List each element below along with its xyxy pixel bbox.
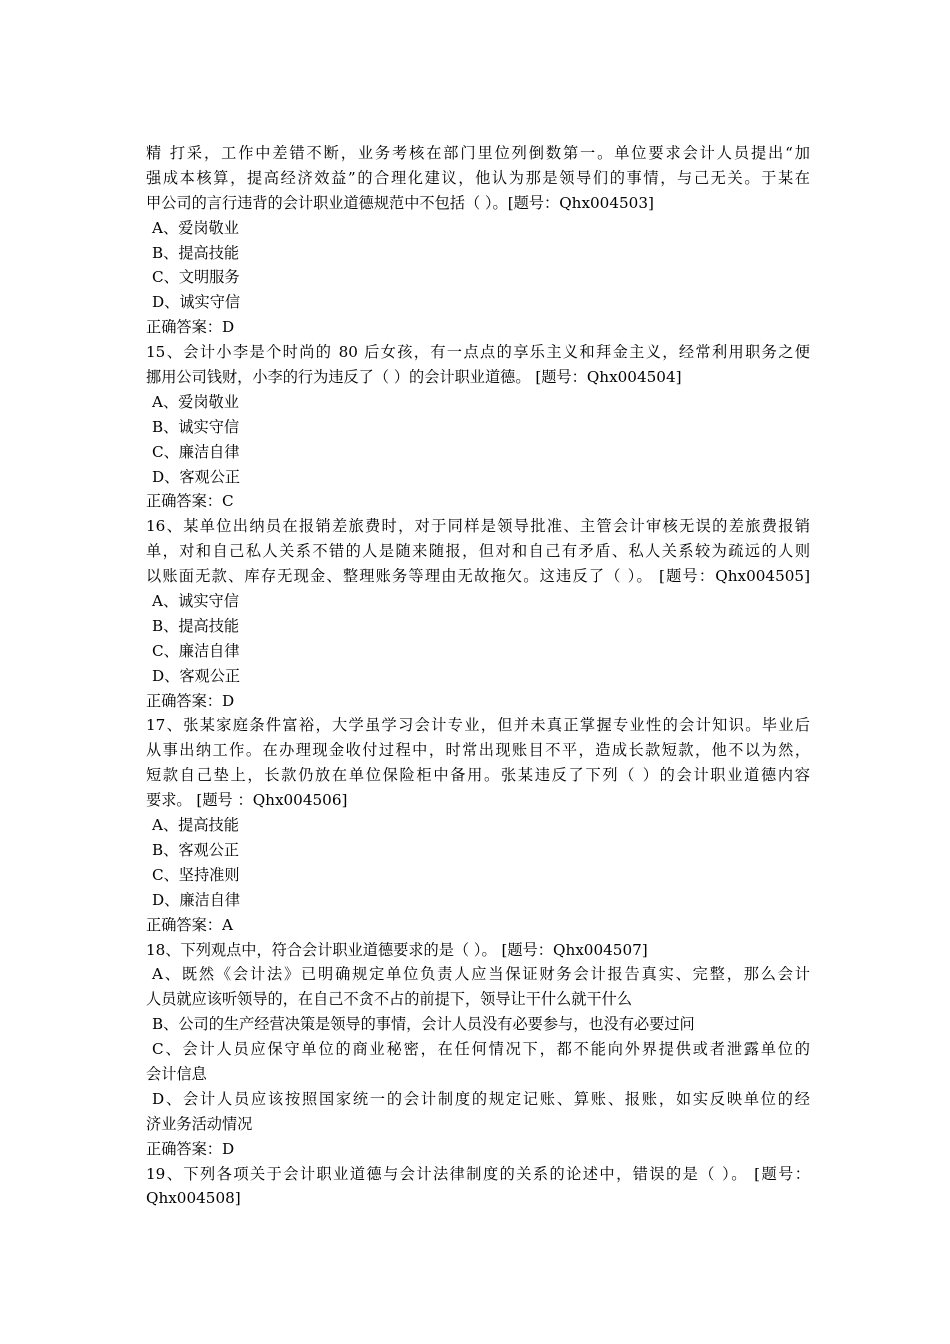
text-line: 要求。 [题号 ：Qhx004506] <box>146 791 348 810</box>
answer-option: A、提高技能 <box>152 816 239 835</box>
answer-option: C、廉洁自律 <box>152 641 240 660</box>
question-text: 18、下列观点中，符合会计职业道德要求的是（ ）。 [题号：Qhx004507] <box>146 940 648 959</box>
question-text: 15、会计小李是个时尚的 80 后女孩，有一点点的享乐主义和拜金主义，经常利用职务之便 <box>146 343 810 362</box>
answer-option: B、公司的生产经营决策是领导的事情，会计人员没有必要参与，也没有必要过问 <box>152 1015 695 1034</box>
text-line: 人员就应该听领导的，在自己不贪不占的前提下，领导让干什么就干什么 <box>146 990 632 1009</box>
text-line: 单，对和自己私人关系不错的人是随来随报，但对和自己有矛盾、私人关系较为疏远的人则 <box>146 542 810 561</box>
answer-option: A、爱岗敬业 <box>152 392 239 411</box>
text-line: 甲公司的言行违背的会计职业道德规范中不包括（ ）。[题号：Qhx004503] <box>146 193 654 212</box>
correct-answer-line: 正确答案：D <box>146 691 235 710</box>
text-line: 济业务活动情况 <box>146 1114 253 1133</box>
question-text: 17、张某家庭条件富裕，大学虽学习会计专业，但并未真正掌握专业性的会计知识。毕业后 <box>146 716 810 735</box>
answer-option: B、提高技能 <box>152 243 240 262</box>
answer-option: D、会计人员应该按照国家统一的会计制度的规定记账、算账、报账，如实反映单位的经 <box>152 1089 810 1108</box>
text-line: Qhx004508] <box>146 1189 241 1208</box>
text-line: 挪用公司钱财，小李的行为违反了（ ）的会计职业道德。 [题号：Qhx004504] <box>146 368 682 387</box>
answer-option: C、廉洁自律 <box>152 442 240 461</box>
answer-option: A、诚实守信 <box>152 592 239 611</box>
correct-answer-line: 正确答案：D <box>146 318 235 337</box>
answer-option: C、会计人员应保守单位的商业秘密，在任何情况下，都不能向外界提供或者泄露单位的 <box>152 1040 810 1059</box>
question-text: 16、某单位出纳员在报销差旅费时，对于同样是领导批准、主管会计审核无误的差旅费报销 <box>146 517 810 536</box>
text-line: 精 打采，工作中差错不断，业务考核在部门里位列倒数第一。单位要求会计人员提出“加 <box>146 144 810 162</box>
answer-option: D、诚实守信 <box>152 293 241 312</box>
answer-option: B、客观公正 <box>152 840 240 859</box>
answer-option: B、诚实守信 <box>152 417 240 436</box>
correct-answer-line: 正确答案：D <box>146 1139 235 1158</box>
answer-option: D、廉洁自律 <box>152 890 241 909</box>
answer-option: C、文明服务 <box>152 268 240 287</box>
question-text: 19、下列各项关于会计职业道德与会计法律制度的关系的论述中，错误的是（ ）。 [题号： <box>146 1164 810 1183</box>
answer-option: B、提高技能 <box>152 616 240 635</box>
answer-option: A、既然《会计法》已明确规定单位负责人应当保证财务会计报告真实、完整，那么会计 <box>152 965 810 984</box>
text-line: 短款自己垫上，长款仍放在单位保险柜中备用。张某违反了下列（ ）的会计职业道德内容 <box>146 766 810 785</box>
answer-option: D、客观公正 <box>152 467 241 486</box>
answer-option: A、爱岗敬业 <box>152 218 239 237</box>
text-line: 以账面无款、库存无现金、整理账务等理由无故拖欠。这违反了（ ）。 [题号：Qhx004505] <box>146 567 810 586</box>
answer-option: C、坚持准则 <box>152 865 240 884</box>
text-line: 从事出纳工作。在办理现金收付过程中，时常出现账目不平，造成长款短款，他不以为然， <box>146 741 810 760</box>
correct-answer-line: 正确答案：A <box>146 915 233 934</box>
text-line: 会计信息 <box>146 1064 207 1083</box>
text-line: 强成本核算，提高经济效益”的合理化建议，他认为那是领导们的事情，与己无关。于某在 <box>146 168 810 187</box>
document-page <box>146 141 810 1211</box>
correct-answer-line: 正确答案：C <box>146 492 234 511</box>
answer-option: D、客观公正 <box>152 666 241 685</box>
